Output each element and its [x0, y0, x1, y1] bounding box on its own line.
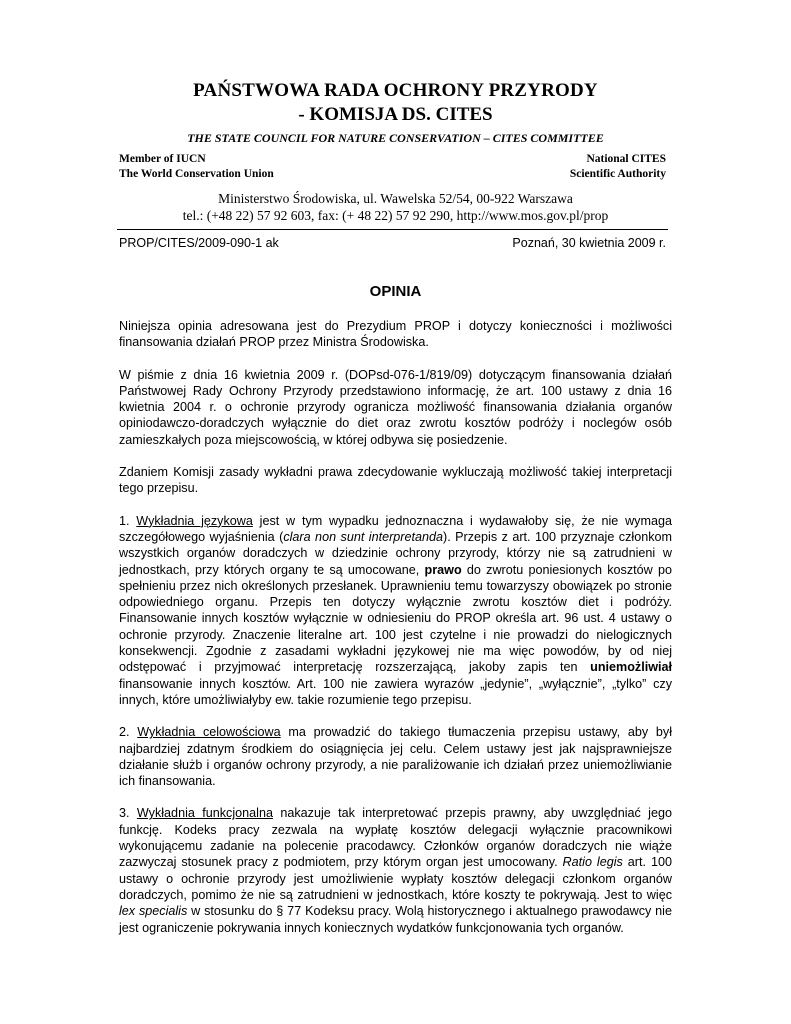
- emphasis-prawo: prawo: [424, 562, 462, 577]
- paragraph-purposive: [119, 724, 672, 789]
- paragraph-text: jest w tym wypadku jednoznaczna i wydawałoby się, że nie wymaga szczegółowego wyjaśnienia (: [119, 513, 672, 544]
- authority-line-1: National CITES: [586, 153, 666, 165]
- authority-line-2: Scientific Authority: [569, 168, 666, 180]
- reference-number: PROP/CITES/2009-090-1 ak: [119, 236, 279, 250]
- point-number: 1.: [119, 513, 137, 528]
- latin-ratio-legis: Ratio legis: [562, 855, 623, 870]
- address-block: [0, 190, 791, 224]
- latin-phrase: clara non sunt interpretanda: [283, 529, 443, 544]
- term-purposive: Wykładnia celowościowa: [137, 725, 281, 740]
- paragraph-functional: [119, 805, 672, 935]
- place-date: Poznań, 30 kwietnia 2009 r.: [512, 236, 666, 250]
- membership-line-2: The World Conservation Union: [119, 168, 274, 180]
- council-title: PAŃSTWOWA RADA OCHRONY PRZYRODY: [193, 80, 598, 101]
- paragraph-text: art. 100 ustawy o ochronie przyrody jest umożliwienie wypłaty kosztów delegacji członkom organów doradczych, pomimo że nie są zatrudnieni w jednostkach, które koszty te pokrywają. Jest to więc: [119, 855, 672, 902]
- emphasis-uniemozliwial: uniemożliwiał: [590, 660, 672, 675]
- paragraph-text: finansowanie innych kosztów. Art. 100 nie zawiera wyrazów „jedynie”, „wyłącznie”, „tylko” czy innych, które umożliwiałyby ew. takie rozumienie tego przepisu.: [119, 676, 672, 707]
- paragraph-text: ). Przepis z art. 100 przyznaje członkom wszystkich organów doradczych w dziedzinie ochrony przyrody, którzy nie są zatrudnieni w jednostkach, przy których organy te są umocowane,: [119, 529, 672, 577]
- committee-title: - KOMISJA DS. CITES: [298, 104, 493, 125]
- document-body: [119, 318, 672, 952]
- membership-block: [119, 152, 274, 182]
- address-line-2: tel.: (+48 22) 57 92 603, fax: (+ 48 22) 57 92 290, http://www.mos.gov.pl/prop: [182, 208, 609, 223]
- paragraph-text: ma prowadzić do takiego tłumaczenia przepisu ustawy, aby był najbardziej zdatnym środkiem do osiągnięcia jej celu. Celem ustawy jest jak najsprawniejsze działanie służb i organów ochrony przyrody, a nie paraliżowanie ich działań przez uniemożliwianie ich finansowania.: [119, 725, 672, 789]
- latin-lex-specialis: lex specialis: [119, 904, 188, 919]
- paragraph-text: do zwrotu poniesionych kosztów po spełnieniu przez nich określonych przesłanek. Uprawnieniu temu towarzyszy obowiązek po stronie odpowiedniego organu. Przepis ten dotyczy wyłącznie zwrotu kosztów diet i podróży. Finansowanie innych kosztów wyłącznie w odniesieniu do PROP określa art. 96 ust. 4 ustawy o ochronie przyrody. Znaczenie literalne art. 100 jest czytelne i nie prowadzi do nielogicznych konsekwencji. Zgodnie z zasadami wykładni językowej nie ma więc powodów, by od niej odstępować i przyjmować interpretację rozszerzającą, jakoby zapis ten: [119, 562, 672, 675]
- document-heading: OPINIA: [369, 283, 422, 300]
- membership-line-1: Member of IUCN: [119, 153, 206, 165]
- paragraph-opinion: Zdaniem Komisji zasady wykładni prawa zdecydowanie wykluczają możliwość takiej interpretacji tego przepisu.: [119, 465, 672, 496]
- paragraph-text: w stosunku do § 77 Kodeksu pracy. Wolą historycznego i aktualnego prawodawcy nie jest ograniczenie pokrywania innych koniecznych wydatków funkcjonowania tych organów.: [119, 904, 672, 935]
- header-divider: [117, 229, 668, 230]
- authority-block: [570, 152, 666, 182]
- paragraph-text: nakazuje tak interpretować przepis prawny, aby uwzględniać jego funkcję. Kodeks pracy zezwala na wypłatę kosztów delegacji wyłącznie pracownikowi wykonującemu zadanie na polecenie pracodawcy. Członków organów doradczych nie wiąże zazwyczaj stosunek pracy z podmiotem, przy którym organ jest umocowany.: [119, 806, 672, 870]
- term-linguistic: Wykładnia językowa: [136, 513, 253, 528]
- english-subtitle: THE STATE COUNCIL FOR NATURE CONSERVATION – CITES COMMITTEE: [187, 131, 604, 145]
- term-functional: Wykładnia funkcjonalna: [136, 806, 273, 821]
- point-number: 3.: [119, 806, 137, 821]
- address-line-1: Ministerstwo Środowiska, ul. Wawelska 52/54, 00-922 Warszawa: [218, 191, 573, 206]
- paragraph-linguistic: [119, 513, 672, 709]
- paragraph-intro: Niniejsza opinia adresowana jest do Prezydium PROP i dotyczy konieczności i możliwości finansowania działań PROP przez Ministra Środowiska.: [119, 319, 672, 350]
- paragraph-letter: W piśmie z dnia 16 kwietnia 2009 r. (DOPsd-076-1/819/09) dotyczącym finansowania działań Państwowej Rady Ochrony Przyrody przedstawiono informację, że art. 100 ustawy z dnia 16 kwietnia 2004 r. o ochronie przyrody ogranicza możliwość finansowania działania organów opiniodawczo-doradczych wyłącznie do diet oraz zwrotu kosztów podróży i noclegów osób zamieszkałych poza miejscowością, w której odbywa się posiedzenie.: [119, 367, 672, 447]
- point-number: 2.: [119, 725, 138, 740]
